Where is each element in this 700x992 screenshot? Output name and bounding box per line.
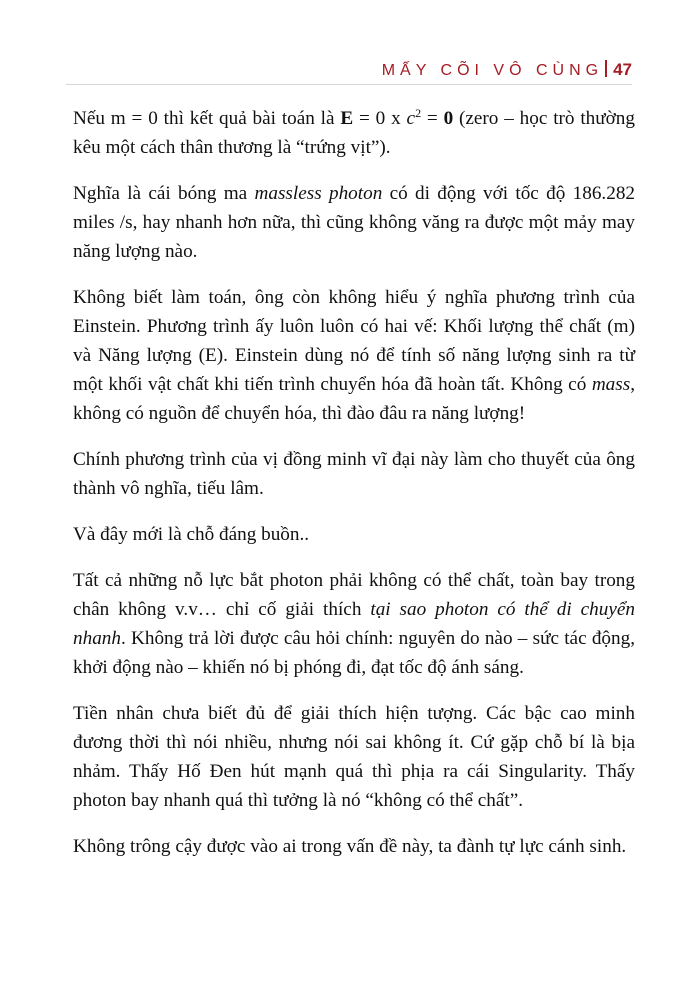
- text: (zero – học trò thường kêu một cách thân thương là “trứng vịt”).: [73, 108, 635, 158]
- light-speed-symbol: c: [406, 108, 416, 129]
- page-number: 47: [613, 60, 632, 79]
- paragraph-4: Chính phương trình của vị đồng minh vĩ đại này làm cho thuyết của ông thành vô nghĩa, tiếu lâm.: [73, 449, 635, 499]
- exponent: 2: [415, 106, 422, 120]
- text: = 0 x: [353, 108, 407, 129]
- text: . Không trả lời được câu hỏi chính: nguyên do nào – sức tác động, khởi động nào – khiến nó bị phóng đi, đạt tốc độ ánh sáng.: [73, 628, 635, 678]
- text: có di động với tốc độ 186.282 miles /s, hay nhanh hơn nữa, thì cũng không văng ra được một mảy may năng lượng nào.: [73, 183, 636, 262]
- paragraph-8: Không trông cậy được vào ai trong vấn đề này, ta đành tự lực cánh sinh.: [73, 836, 627, 857]
- result-zero: 0: [443, 108, 454, 129]
- book-title: MẤY CÕI VÔ CÙNG: [381, 62, 604, 79]
- paragraph-7: Tiền nhân chưa biết đủ để giải thích hiện tượng. Các bậc cao minh đương thời thì nói nhiều, nhưng nói sai không ít. Cứ gặp chỗ bí là bịa nhảm. Thấy Hố Đen hút mạnh quá thì phịa ra cái Singularity. Thấy photon bay nhanh quá thì tưởng là nó “không có thể chất”.: [73, 703, 635, 811]
- paragraph-6: [73, 566, 635, 682]
- page-body: [73, 104, 635, 878]
- text: Tất cả những nỗ lực bắt photon phải không có thể chất, toàn bay trong chân không v.v… chỉ cố giải thích: [73, 570, 635, 620]
- text: , không có nguồn để chuyển hóa, thì đào đâu ra năng lượng!: [73, 374, 635, 424]
- emphasis: tại sao photon có thể di chuyển nhanh: [73, 599, 635, 649]
- energy-symbol: E: [340, 108, 354, 129]
- paragraph-3: [73, 283, 635, 428]
- header-separator: [605, 60, 607, 77]
- running-header: [66, 58, 632, 85]
- text: Không biết làm toán, ông còn không hiểu ý nghĩa phương trình của Einstein. Phương trình ấy luôn luôn có hai vế: Khối lượng thể chất (m) và Năng lượng (E). Einstein dùng nó để tính số năng lượng sinh ra từ một khối vật chất khi tiến trình chuyển hóa đã hoàn tất. Không có: [73, 287, 635, 395]
- paragraph-2: [73, 179, 635, 266]
- text: Nghĩa là cái bóng ma: [73, 183, 255, 204]
- paragraph-1: [73, 104, 635, 162]
- text: =: [421, 108, 444, 129]
- paragraph-5: Và đây mới là chỗ đáng buồn..: [73, 524, 310, 545]
- emphasis: mass: [591, 374, 631, 395]
- emphasis: massless photon: [254, 183, 383, 204]
- text: Nếu m = 0 thì kết quả bài toán là: [73, 108, 341, 129]
